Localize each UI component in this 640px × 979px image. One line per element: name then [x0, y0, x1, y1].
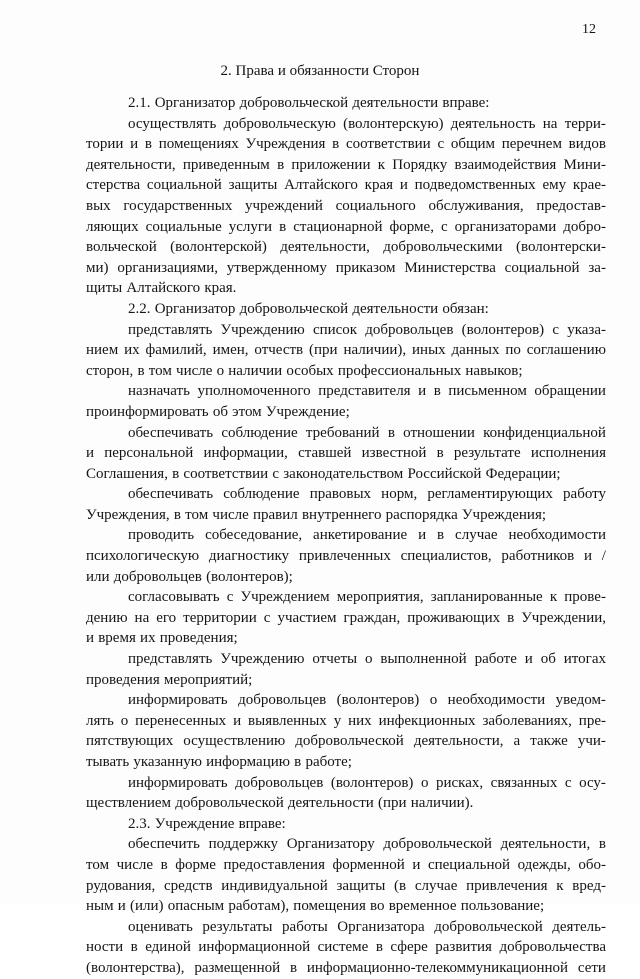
text-line: лять о перенесенных и выявленных у них инфекционных заболеваниях, пре- [86, 712, 606, 729]
text-line: 2.1. Организатор добровольческой деятельности вправе: [128, 95, 490, 111]
text-line: психологическую диагностику привлеченных специалистов, работников и / [86, 548, 606, 565]
text-line: представлять Учреждению список добровольцев (волонтеров) с указа- [128, 321, 606, 338]
text-line: осуществлять добровольческую (волонтерскую) деятельность на терри- [128, 115, 606, 132]
text-line: и персональной информации, ставшей известной в результате исполнения [86, 445, 606, 462]
text-line: ляющих социальные услуги в стационарной форме, с организаторами добро- [86, 218, 606, 235]
text-line: Учреждения, в том числе правил внутреннего распорядка Учреждения; [86, 506, 547, 523]
text-line: или добровольцев (волонтеров); [86, 568, 293, 585]
text-line: пятствующих осуществлению добровольческой деятельности, а также учи- [86, 733, 606, 750]
text-line: согласовывать с Учреждением мероприятия, запланированные к прове- [128, 589, 606, 606]
text-line: обеспечивать соблюдение правовых норм, регламентирующих работу [128, 486, 606, 503]
text-line: рудования, средств индивидуальной защиты (в случае привлечения к вред- [86, 877, 606, 894]
text-line: 2.3. Учреждение вправе: [128, 815, 286, 832]
text-line: тывать указанную информацию в работе; [86, 754, 352, 770]
text-line: представлять Учреждению отчеты о выполненной работе и об итогах [128, 651, 606, 668]
body-text [86, 93, 606, 979]
text-line: сторон, в том числе о наличии особых профессиональных навыков; [86, 362, 523, 379]
text-line: нием их фамилий, имен, отчеств (при наличии), иных данных по соглашению [86, 342, 606, 359]
text-line: том числе в форме предоставления форменной и специальной одежды, обо- [86, 856, 606, 873]
text-line: 2.2. Организатор добровольческой деятельности обязан: [128, 300, 489, 317]
text-line: вых государственных учреждений социального обслуживания, предостав- [86, 197, 606, 214]
text-line: оценивать результаты работы Организатора добровольческой деятель- [128, 918, 606, 935]
text-line: информировать добровольцев (волонтеров) о необходимости уведом- [128, 692, 606, 709]
text-line: ности в единой информационной системе в сфере развития добровольчества [86, 939, 606, 956]
text-line: и время их проведения; [86, 630, 238, 647]
text-line: деятельности, приведенным в приложении к Порядку взаимодействия Мини- [86, 156, 606, 173]
text-line: ным и (или) опасным работам), помещения во временное пользование; [86, 898, 545, 915]
section-title: 2. Права и обязанности Сторон [220, 63, 420, 79]
text-line: щиты Алтайского края. [86, 280, 237, 297]
text-line: информировать добровольцев (волонтеров) о рисках, связанных с осу- [128, 774, 606, 791]
text-line: проведения мероприятий; [86, 671, 253, 688]
text-line: ществлением добровольческой деятельности (при наличии). [86, 795, 474, 812]
text-line: Соглашения, в соответствии с законодательством Российской Федерации; [86, 465, 561, 482]
text-line: дению на его территории с участием граждан, проживающих в Учреждении, [86, 609, 606, 626]
text-line: стерства социальной защиты Алтайского края и подведомственных ему крае- [86, 177, 606, 194]
text-line: тории и в помещениях Учреждения в соответствии с общим перечнем видов [86, 136, 606, 153]
text-line: вольческой (волонтерской) деятельности, добровольческими (волонтерски- [86, 239, 606, 256]
text-line: назначать уполномоченного представителя и в письменном обращении [128, 383, 606, 400]
page-number: 12 [582, 22, 596, 37]
text-line: обеспечивать соблюдение требований в отношении конфиденциальной [128, 424, 606, 441]
text-line: (волонтерства), размещенной в информационно-телекоммуникационной сети [86, 959, 606, 976]
text-line: проводить собеседование, анкетирование и в случае необходимости [128, 527, 606, 544]
text-line: проинформировать об этом Учреждение; [86, 403, 350, 420]
text-line: обеспечить поддержку Организатору добровольческой деятельности, в [128, 836, 606, 853]
text-line: ми) организациями, утвержденному приказом Министерства социальной за- [86, 259, 606, 276]
